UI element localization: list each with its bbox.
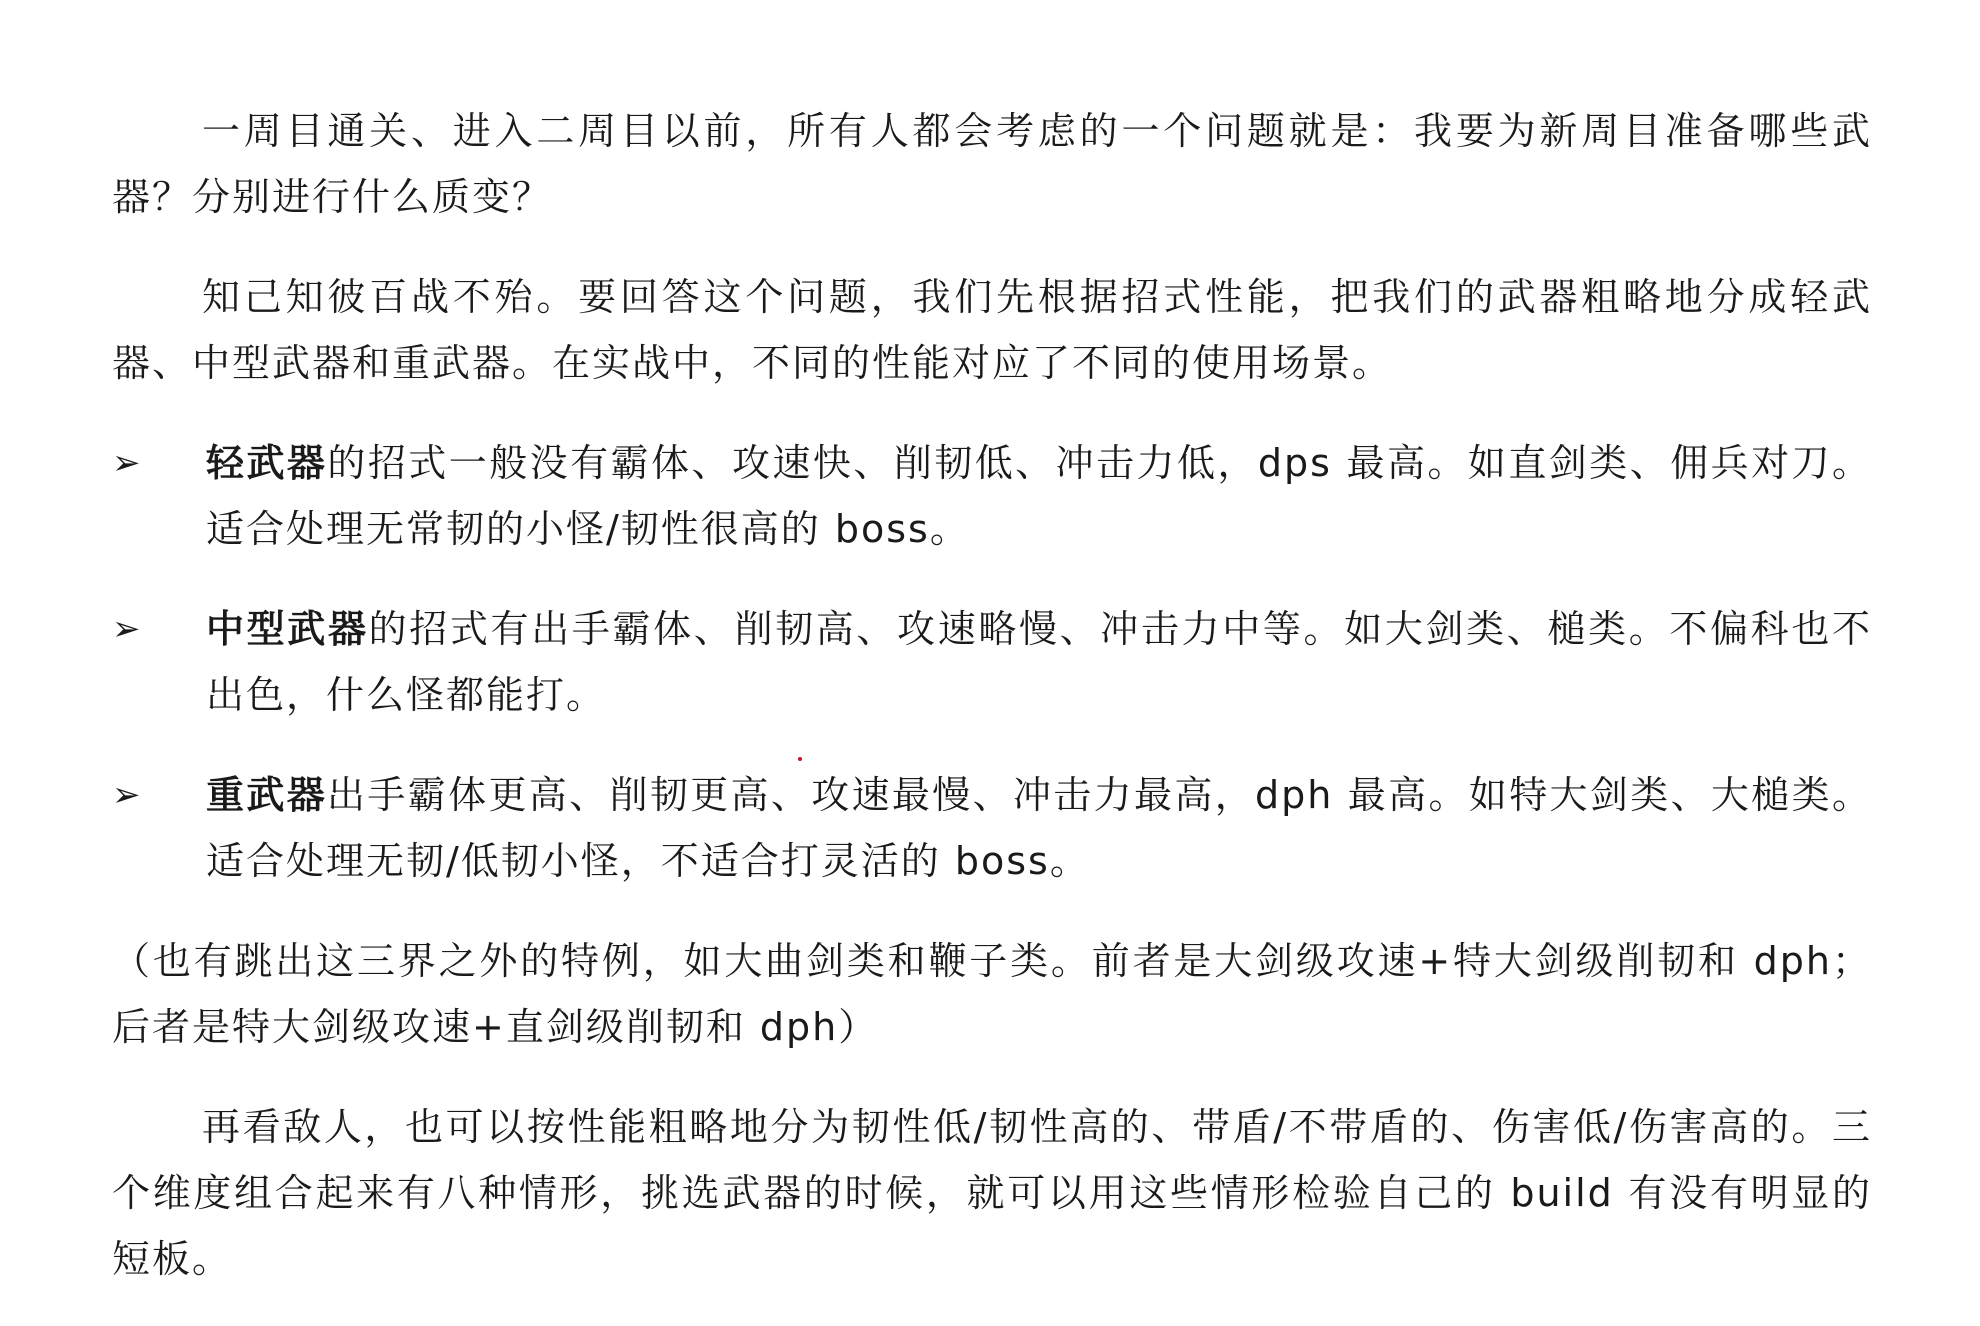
bullet-text-medium: 的招式有出手霸体、削韧高、攻速略慢、冲击力中等。如大剑类、槌类。不偏科也不出色，什么怪都能打。 [206, 607, 1872, 717]
arrow-bullet-icon: ➢ [112, 775, 143, 815]
bullet-term-medium: 中型武器 [206, 607, 369, 651]
bullet-heavy-weapons [112, 762, 1872, 894]
bullet-term-light: 轻武器 [206, 441, 328, 485]
note-paragraph: （也有跳出这三界之外的特例，如大曲剑类和鞭子类。前者是大剑级攻速+特大剑级削韧和 dph；后者是特大剑级攻速+直剑级削韧和 dph） [112, 939, 1872, 1049]
arrow-bullet-icon: ➢ [112, 609, 143, 649]
intro-paragraph-1: 一周目通关、进入二周目以前，所有人都会考虑的一个问题就是：我要为新周目准备哪些武器？分别进行什么质变？ [112, 109, 1872, 219]
bullet-text-heavy: 出手霸体更高、削韧更高、攻速最慢、冲击力最高，dph 最高。如特大剑类、大槌类。适合处理无韧/低韧小怪，不适合打灵活的 boss。 [206, 773, 1872, 883]
bullet-term-heavy: 重武器 [206, 773, 328, 817]
stray-mark [798, 757, 802, 761]
bullet-medium-weapons [112, 596, 1872, 728]
bullet-light-weapons [112, 430, 1872, 562]
outro-paragraph: 再看敌人，也可以按性能粗略地分为韧性低/韧性高的、带盾/不带盾的、伤害低/伤害高的。三个维度组合起来有八种情形，挑选武器的时候，就可以用这些情形检验自己的 build 有没有明显的短板。 [112, 1105, 1872, 1281]
document-body [112, 98, 1872, 1326]
bullet-text-light: 的招式一般没有霸体、攻速快、削韧低、冲击力低，dps 最高。如直剑类、佣兵对刀。适合处理无常韧的小怪/韧性很高的 boss。 [206, 441, 1872, 551]
intro-paragraph-2: 知己知彼百战不殆。要回答这个问题，我们先根据招式性能，把我们的武器粗略地分成轻武器、中型武器和重武器。在实战中，不同的性能对应了不同的使用场景。 [112, 275, 1872, 385]
arrow-bullet-icon: ➢ [112, 443, 143, 483]
